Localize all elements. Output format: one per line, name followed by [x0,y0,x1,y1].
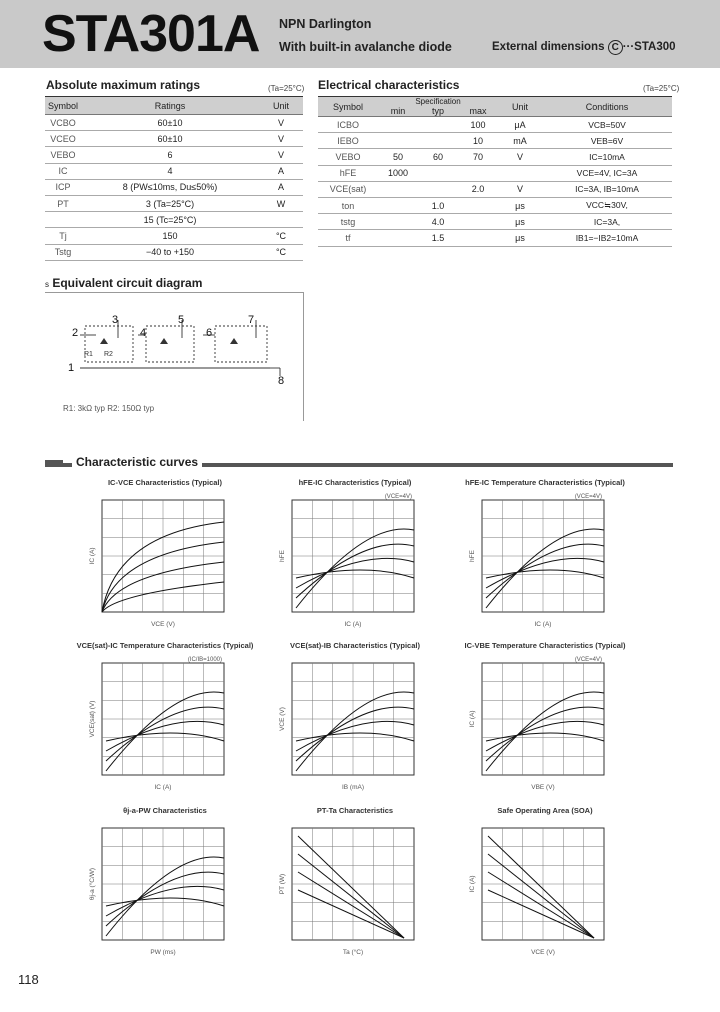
series-line [486,733,604,741]
y-axis-label: VCE (V) [279,707,286,731]
resistor-r1: R1 [84,351,93,358]
series-line [296,529,414,608]
series-line [486,544,604,598]
chart-title: VCE(sat)-IB Characteristics (Typical) [290,641,420,650]
series-line [296,692,414,771]
curves-title: Characteristic curves [72,455,202,469]
elec-cell-unit: μs [498,230,542,246]
chart-plot [440,653,630,803]
elec-cell-unit: μs [498,214,542,230]
elec-condition: (Ta=25°C) [643,84,680,93]
series-line [106,707,224,761]
abs-row [45,212,303,228]
chart-plot [60,653,250,803]
elec-cell-min: 50 [378,149,418,165]
abs-cell-unit: V [259,115,303,131]
elec-row [318,149,672,165]
series-line [296,570,414,578]
pin-2: 2 [72,327,79,339]
series-line [486,707,604,761]
elec-cell-typ [418,117,458,133]
elec-row [318,117,672,133]
abs-row [45,228,303,244]
col-ratings: Ratings [81,97,259,115]
abs-cell-unit: °C [259,228,303,244]
col-spec: Specification [378,97,498,107]
chart-plot [60,490,250,640]
x-axis-label: IB (mA) [341,784,365,791]
elec-table [318,96,672,247]
elec-cell-min: 1000 [378,165,418,181]
series-line [486,529,604,608]
elec-row [318,181,672,197]
resistor-r2: R2 [104,351,113,358]
elec-row [318,197,672,213]
x-axis-label: IC (A) [344,621,362,628]
circuit-title-text: Equivalent circuit diagram [52,276,203,290]
abs-row [45,163,303,179]
y-axis-label: hFE [469,550,476,562]
abs-row [45,115,303,131]
col-min: min [378,106,418,117]
elec-cell-symbol: hFE [318,165,378,181]
chart-note: (VCE=4V) [574,657,602,663]
abs-cell-unit: W [259,195,303,211]
x-axis-label: VBE (V) [531,784,555,791]
elec-row [318,214,672,230]
y-axis-label: θj-a (°C/W) [89,867,96,901]
elec-cell-min [378,230,418,246]
page-number: 118 [18,972,39,987]
elec-cell-cond: IC=10mA [542,149,672,165]
elec-cell-unit: μs [498,197,542,213]
abs-cell-unit: °C [259,244,303,260]
elec-cell-symbol: ton [318,197,378,213]
elec-cell-cond: VCC≒30V, [542,197,672,213]
series-line [298,854,404,938]
elec-cell-max: 10 [458,133,498,149]
elec-title: Electrical characteristics [318,78,460,92]
elec-cell-typ [418,133,458,149]
external-label: External dimensions [492,41,605,53]
chart-title: IC-VCE Characteristics (Typical) [107,478,223,487]
y-axis-label: IC (A) [469,875,476,893]
col-typ: typ [418,106,458,117]
chart-title: IC-VBE Temperature Characteristics (Typical) [464,641,626,650]
series-line [106,898,224,906]
x-axis-label: IC (A) [534,621,552,628]
elec-cell-typ: 4.0 [418,214,458,230]
abs-cell-rating: 6 [81,147,259,163]
elec-row [318,165,672,181]
elec-row [318,230,672,246]
series-line [298,872,404,938]
elec-cell-symbol: tf [318,230,378,246]
elec-cell-cond: IC=3A, IB=10mA [542,181,672,197]
subtitle-feature: With built-in avalanche diode [279,40,452,54]
pin-5: 5 [178,314,185,326]
elec-cell-typ: 1.0 [418,197,458,213]
abs-row [45,179,303,195]
external-code-icon: C [608,40,623,55]
y-axis-label: hFE [279,550,286,562]
external-suffix: ···STA300 [622,41,676,53]
pin-3: 3 [112,314,119,326]
circuit-title [45,276,202,290]
elec-cell-max: 70 [458,149,498,165]
pin-6: 6 [206,327,213,339]
chart-plot [250,490,440,640]
col-unit: Unit [259,97,303,115]
elec-cell-typ: 1.5 [418,230,458,246]
abs-cell-rating: 15 (Tc=25°C) [81,212,259,228]
series-line [106,733,224,741]
x-axis-label: Ta (°C) [342,949,364,956]
elec-cell-min [378,197,418,213]
col-symbol: Symbol [45,97,81,115]
abs-cell-rating: 8 (PW≤10ms, Du≤50%) [81,179,259,195]
chart-plot [440,818,630,968]
elec-cell-max [458,165,498,181]
curves-rule-mark [45,460,63,467]
abs-cell-rating: 3 (Ta=25°C) [81,195,259,211]
abs-cell-unit: A [259,163,303,179]
y-axis-label: IC (A) [469,710,476,728]
abs-row [45,131,303,147]
chart-title: hFE-IC Temperature Characteristics (Typical) [465,478,625,487]
y-axis-label: IC (A) [89,547,96,565]
abs-cell-symbol: VCBO [45,115,81,131]
circuit-diagram [60,308,300,386]
series-line [106,692,224,771]
series-line [486,692,604,771]
elec-cell-unit [498,165,542,181]
elec-cell-symbol: ICBO [318,117,378,133]
elec-cell-typ: 60 [418,149,458,165]
chart-note: (VCE=4V) [574,494,602,500]
elec-cell-symbol: VEBO [318,149,378,165]
pin-7: 7 [248,314,255,326]
circuit-prefix: s [45,280,49,289]
col-unit: Unit [498,97,542,117]
elec-cell-max [458,214,498,230]
series-line [296,733,414,741]
series-line [298,890,404,938]
elec-cell-max [458,230,498,246]
elec-cell-symbol: IEBO [318,133,378,149]
elec-cell-min [378,181,418,197]
abs-cell-symbol [45,212,81,228]
abs-cell-symbol: VEBO [45,147,81,163]
abs-max-title: Absolute maximum ratings [46,78,201,92]
circuit-note: R1: 3kΩ typ R2: 150Ω typ [63,404,155,413]
abs-row [45,244,303,260]
series-line [296,544,414,598]
abs-cell-symbol: PT [45,195,81,211]
series-line [486,570,604,578]
abs-cell-rating: 150 [81,228,259,244]
abs-row [45,195,303,211]
series-line [106,857,224,936]
chart-title: Safe Operating Area (SOA) [497,806,593,815]
series-line [488,854,594,938]
pin-8: 8 [278,375,285,386]
elec-cell-unit: μA [498,117,542,133]
abs-cell-unit: V [259,131,303,147]
pin-1: 1 [68,362,75,374]
abs-cell-rating: −40 to +150 [81,244,259,260]
elec-cell-unit: V [498,149,542,165]
pin-4: 4 [140,327,147,339]
elec-cell-symbol: VCE(sat) [318,181,378,197]
elec-cell-cond: VEB=6V [542,133,672,149]
abs-row [45,147,303,163]
x-axis-label: VCE (V) [151,621,175,628]
abs-cell-symbol: ICP [45,179,81,195]
elec-cell-cond: IC=3A, [542,214,672,230]
x-axis-label: VCE (V) [531,949,555,956]
elec-cell-unit: mA [498,133,542,149]
elec-cell-unit: V [498,181,542,197]
elec-cell-cond: VCE=4V, IC=3A [542,165,672,181]
header-band [0,0,720,68]
abs-cell-symbol: IC [45,163,81,179]
abs-cell-rating: 60±10 [81,115,259,131]
series-line [298,836,404,938]
elec-cell-typ [418,165,458,181]
elec-cell-typ [418,181,458,197]
abs-cell-rating: 4 [81,163,259,179]
col-max: max [458,106,498,117]
elec-cell-max [458,197,498,213]
external-dimensions [492,40,676,55]
abs-cell-unit [259,212,303,228]
y-axis-label: VCE(sat) (V) [89,700,96,738]
abs-cell-symbol: VCEO [45,131,81,147]
abs-cell-symbol: Tstg [45,244,81,260]
series-line [488,890,594,938]
x-axis-label: IC (A) [154,784,172,791]
series-line [488,872,594,938]
col-conditions: Conditions [542,97,672,117]
chart-title: hFE-IC Characteristics (Typical) [298,478,412,487]
abs-cell-unit: V [259,147,303,163]
chart-plot [250,818,440,968]
part-number: STA301A [42,5,260,63]
chart-plot [440,490,630,640]
abs-max-condition: (Ta=25°C) [268,84,305,93]
elec-cell-cond: VCB=50V [542,117,672,133]
series-line [488,836,594,938]
abs-cell-symbol: Tj [45,228,81,244]
chart-note: (IC/IB=1000) [187,657,222,663]
elec-cell-min [378,117,418,133]
chart-title: VCE(sat)-IC Temperature Characteristics (Typical) [76,641,254,650]
chart-note: (VCE=4V) [384,494,412,500]
chart-plot [60,818,250,968]
elec-cell-max: 2.0 [458,181,498,197]
elec-row [318,133,672,149]
x-axis-label: PW (ms) [150,949,176,956]
series-line [106,872,224,926]
col-symbol: Symbol [318,97,378,117]
elec-cell-cond: IB1=−IB2=10mA [542,230,672,246]
elec-cell-max: 100 [458,117,498,133]
elec-cell-min [378,133,418,149]
subtitle-type: NPN Darlington [279,17,372,31]
chart-title: PT-Ta Characteristics [316,806,394,815]
y-axis-label: PT (W) [279,873,286,895]
elec-cell-symbol: tstg [318,214,378,230]
chart-plot [250,653,440,803]
abs-cell-unit: A [259,179,303,195]
series-line [296,707,414,761]
elec-cell-min [378,214,418,230]
abs-max-table [45,96,303,261]
abs-cell-rating: 60±10 [81,131,259,147]
chart-title: θj-a-PW Characteristics [123,806,207,815]
